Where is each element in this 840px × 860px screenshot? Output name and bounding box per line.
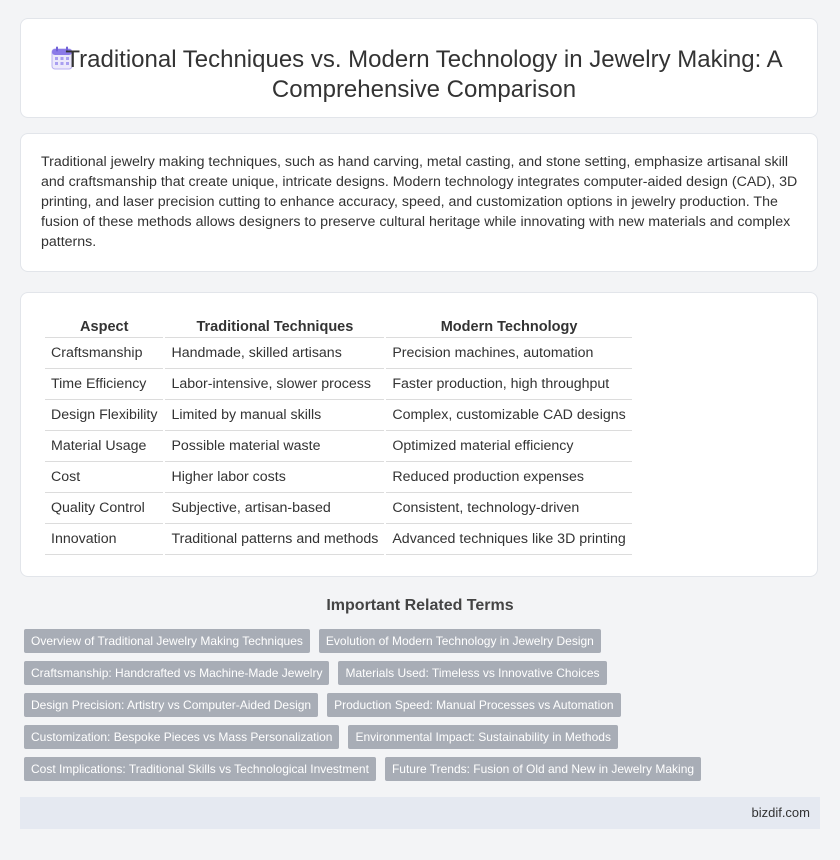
site-link[interactable]: bizdif.com bbox=[751, 805, 810, 820]
related-term-tag[interactable]: Environmental Impact: Sustainability in Methods bbox=[348, 725, 617, 749]
table-cell: Handmade, skilled artisans bbox=[165, 337, 384, 368]
table-row bbox=[45, 337, 632, 368]
related-terms-title: Important Related Terms bbox=[326, 597, 514, 614]
table-cell: Quality Control bbox=[45, 492, 163, 523]
table-cell: Time Efficiency bbox=[45, 368, 163, 399]
summary-card bbox=[20, 133, 818, 272]
related-term-tag[interactable]: Evolution of Modern Technology in Jewelry Design bbox=[319, 629, 601, 653]
header-card bbox=[20, 18, 818, 118]
table-cell: Subjective, artisan-based bbox=[165, 492, 384, 523]
table-cell: Faster production, high throughput bbox=[386, 368, 631, 399]
related-term-tag[interactable]: Overview of Traditional Jewelry Making Techniques bbox=[24, 629, 310, 653]
table-cell: Consistent, technology-driven bbox=[386, 492, 631, 523]
related-term-tag[interactable]: Craftsmanship: Handcrafted vs Machine-Made Jewelry bbox=[24, 661, 329, 685]
table-row bbox=[45, 461, 632, 492]
related-term-tag[interactable]: Cost Implications: Traditional Skills vs Technological Investment bbox=[24, 757, 376, 781]
table-cell: Traditional patterns and methods bbox=[165, 523, 384, 555]
table-cell: Material Usage bbox=[45, 430, 163, 461]
related-term-tag[interactable]: Materials Used: Timeless vs Innovative Choices bbox=[338, 661, 606, 685]
table-row bbox=[45, 368, 632, 399]
summary-paragraph: Traditional jewelry making techniques, such as hand carving, metal casting, and stone setting, emphasize artisanal skill and craftsmanship that create unique, intricate designs. Modern technology integrates computer-aided design (CAD), 3D printing, and laser precision cutting to enhance accuracy, speed, and customization options in jewelry production. The fusion of these methods allows designers to preserve cultural heritage while innovating with new materials and complex patterns. bbox=[41, 154, 798, 250]
column-header-aspect: Aspect bbox=[80, 319, 129, 335]
table-row bbox=[45, 399, 632, 430]
related-terms-list bbox=[24, 629, 814, 789]
table-header-row bbox=[45, 315, 632, 337]
related-term-tag[interactable]: Customization: Bespoke Pieces vs Mass Personalization bbox=[24, 725, 339, 749]
table-cell: Precision machines, automation bbox=[386, 337, 631, 368]
table-cell: Optimized material efficiency bbox=[386, 430, 631, 461]
related-term-tag[interactable]: Future Trends: Fusion of Old and New in Jewelry Making bbox=[385, 757, 701, 781]
table-cell: Labor-intensive, slower process bbox=[165, 368, 384, 399]
table-cell: Limited by manual skills bbox=[165, 399, 384, 430]
table-cell: Higher labor costs bbox=[165, 461, 384, 492]
column-header-traditional: Traditional Techniques bbox=[196, 319, 354, 335]
related-term-tag[interactable]: Production Speed: Manual Processes vs Automation bbox=[327, 693, 621, 717]
comparison-card bbox=[20, 292, 818, 577]
table-cell: Cost bbox=[45, 461, 163, 492]
page-title: Traditional Techniques vs. Modern Technology in Jewelry Making: A Comprehensive Comparison bbox=[65, 46, 783, 103]
table-cell: Design Flexibility bbox=[45, 399, 163, 430]
column-header-modern: Modern Technology bbox=[440, 319, 578, 335]
comparison-table bbox=[43, 315, 634, 555]
table-cell: Advanced techniques like 3D printing bbox=[386, 523, 631, 555]
table-cell: Complex, customizable CAD designs bbox=[386, 399, 631, 430]
table-row bbox=[45, 492, 632, 523]
table-cell: Innovation bbox=[45, 523, 163, 555]
table-cell: Reduced production expenses bbox=[386, 461, 631, 492]
table-cell: Craftsmanship bbox=[45, 337, 163, 368]
table-cell: Possible material waste bbox=[165, 430, 384, 461]
table-row bbox=[45, 523, 632, 555]
related-term-tag[interactable]: Design Precision: Artistry vs Computer-Aided Design bbox=[24, 693, 318, 717]
footer bbox=[20, 797, 820, 829]
table-row bbox=[45, 430, 632, 461]
